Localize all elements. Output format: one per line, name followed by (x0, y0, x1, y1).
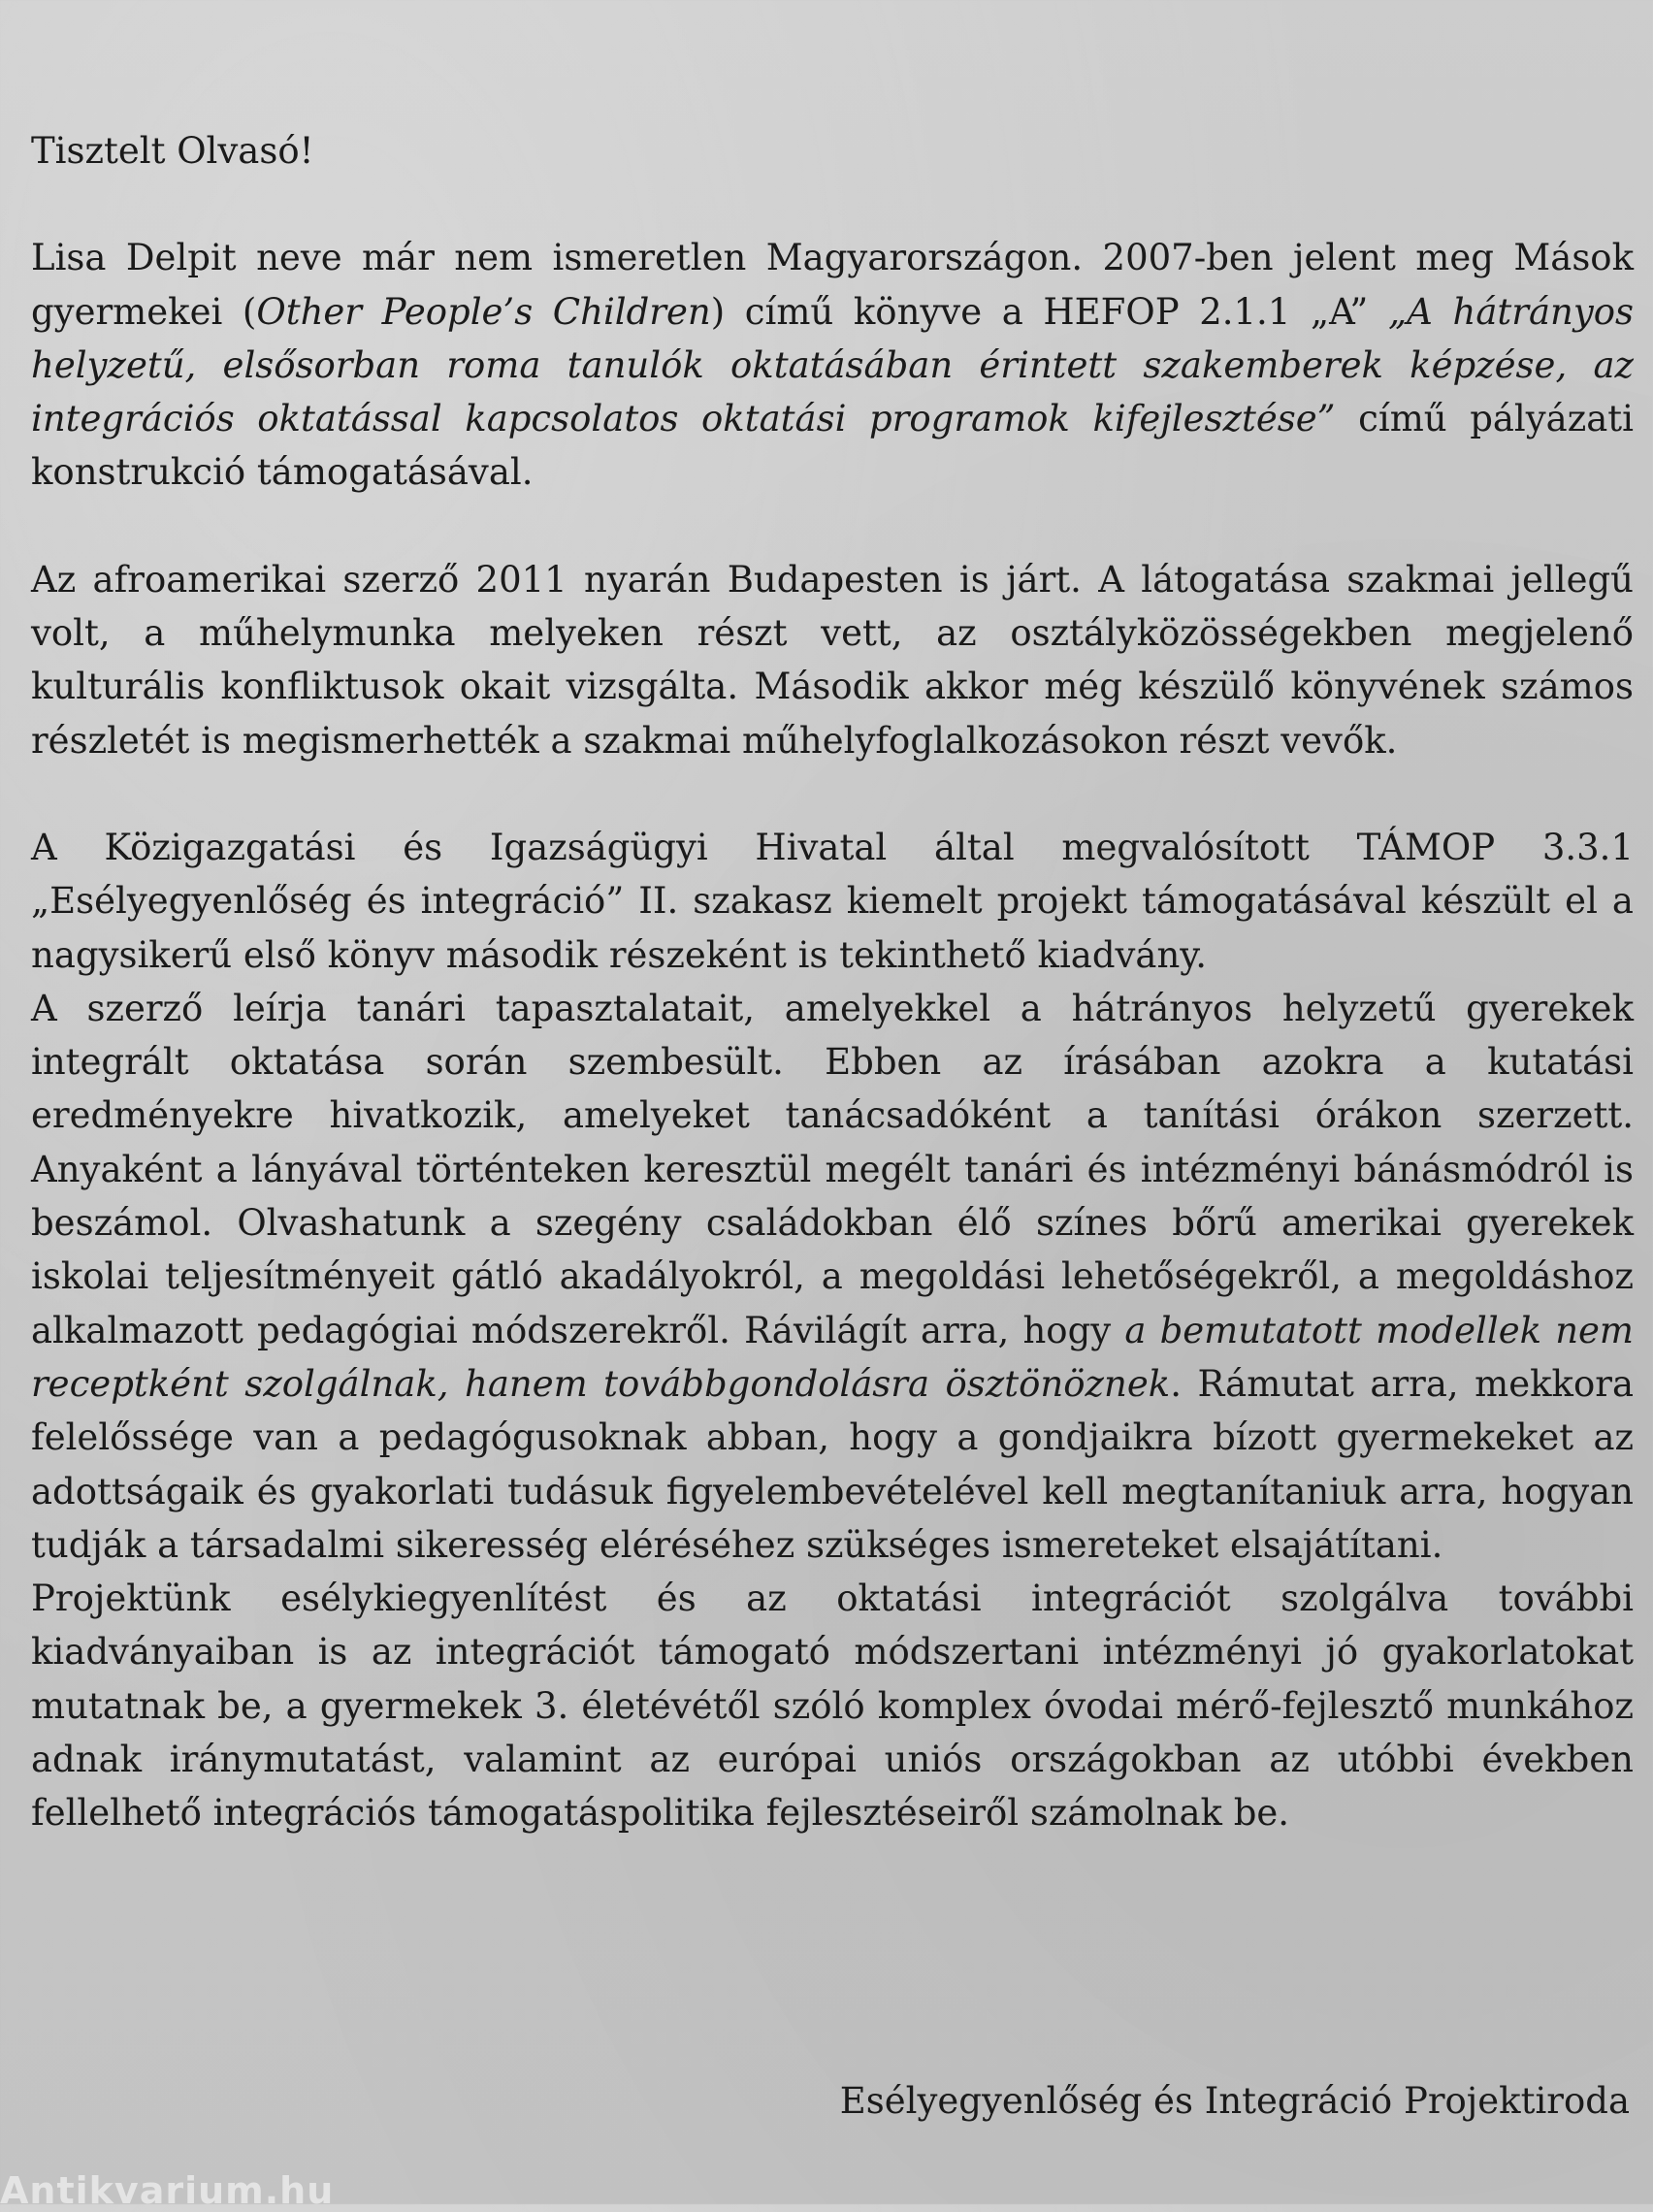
signature: Esélyegyenlőség és Integráció Projektiroda (839, 2080, 1630, 2122)
watermark: Antikvarium.hu (0, 2169, 335, 2212)
letter-body (31, 124, 1634, 1840)
paragraph-4-emphasis: a bemutatott modellek nem receptként szolgálnak, hanem továbbgondolásra ösztönöznek (31, 1309, 1635, 1405)
paragraph-5: Projektünk esélykiegyenlítést és az oktatási integrációt szolgálva további kiadványaiban is az integrációt támogató módszertani intézményi jó gyakorlatokat mutatnak be, a gyermekek 3. életévétől szóló komplex óvodai mérő-fejlesztő munkához adnak iránymutatást, valamint az európai uniós országokban az utóbbi években fellelhető integrációs támogatáspolitika fejlesztéseiről számolnak be. (31, 1578, 1634, 1835)
paragraph-1-text-a: Lisa Delpit neve már nem ismeretlen Magyarországon. 2007-ben jelent meg Mások gyermekei ( (31, 237, 1634, 333)
paragraph-4-text-c: . Rámutat arra, mekkora felelőssége van a pedagógusoknak abban, hogy a gondjaikra bízott gyermekeket az adottságaik és gyakorlati tudásuk figyelembevételével kell megtanítaniuk arra, hogyan tudják a társadalmi sikeresség eléréséhez szükséges ismereteket elsajátítani. (31, 1362, 1634, 1566)
paragraph-4-text-a: A szerző leírja tanári tapasztalatait, amelyekkel a hátrányos helyzetű gyerekek integrált oktatása során szembesült. Ebben az írásában azokra a kutatási eredményekre hivatkozik, amelyeket tanácsadóként a tanítási órákon szerzett. Anyaként a lányával történteken keresztül megélt tanári és intézményi bánásmódról is beszámol. Olvashatunk a szegény családokban élő színes bőrű amerikai gyerekek iskolai teljesítményeit gátló akadályokról, a megoldási lehetőségekről, a megoldáshoz alkalmazott pedagógiai módszerekről. Rávilágít arra, hogy (31, 987, 1634, 1351)
paragraph-3: A Közigazgatási és Igazságügyi Hivatal által megvalósított TÁMOP 3.3.1 „Esélyegyenlőség és integráció” II. szakasz kiemelt projekt támogatásával készült el a nagysikerű első könyv második részeként is tekinthető kiadvány. (31, 826, 1634, 976)
salutation: Tisztelt Olvasó! (31, 130, 314, 172)
paragraph-4 (31, 982, 1634, 1572)
book-title-original: Other People’s Children (256, 290, 711, 333)
paragraph-1-text-c: ) című könyve a HEFOP 2.1.1 „A” (710, 290, 1388, 333)
paragraph-2: Az afroamerikai szerző 2011 nyarán Budapesten is járt. A látogatása szakmai jellegű volt, a műhelymunka melyeken részt vett, az osztályközösségekben megjelenő kulturális konfliktusok okait vizsgálta. Második akkor még készülő könyvének számos részletét is megismerhették a szakmai műhelyfoglalkozásokon részt vevők. (31, 558, 1634, 762)
paragraph-1 (31, 231, 1634, 499)
program-title: „A hátrányos helyzetű, elsősorban roma tanulók oktatásában érintett szakemberek képzése, az integrációs oktatással kapcsolatos oktatási programok kifejlesztése” (31, 290, 1634, 440)
paragraph-1-text-e: című pályázati konstrukció támogatásával. (31, 398, 1634, 494)
